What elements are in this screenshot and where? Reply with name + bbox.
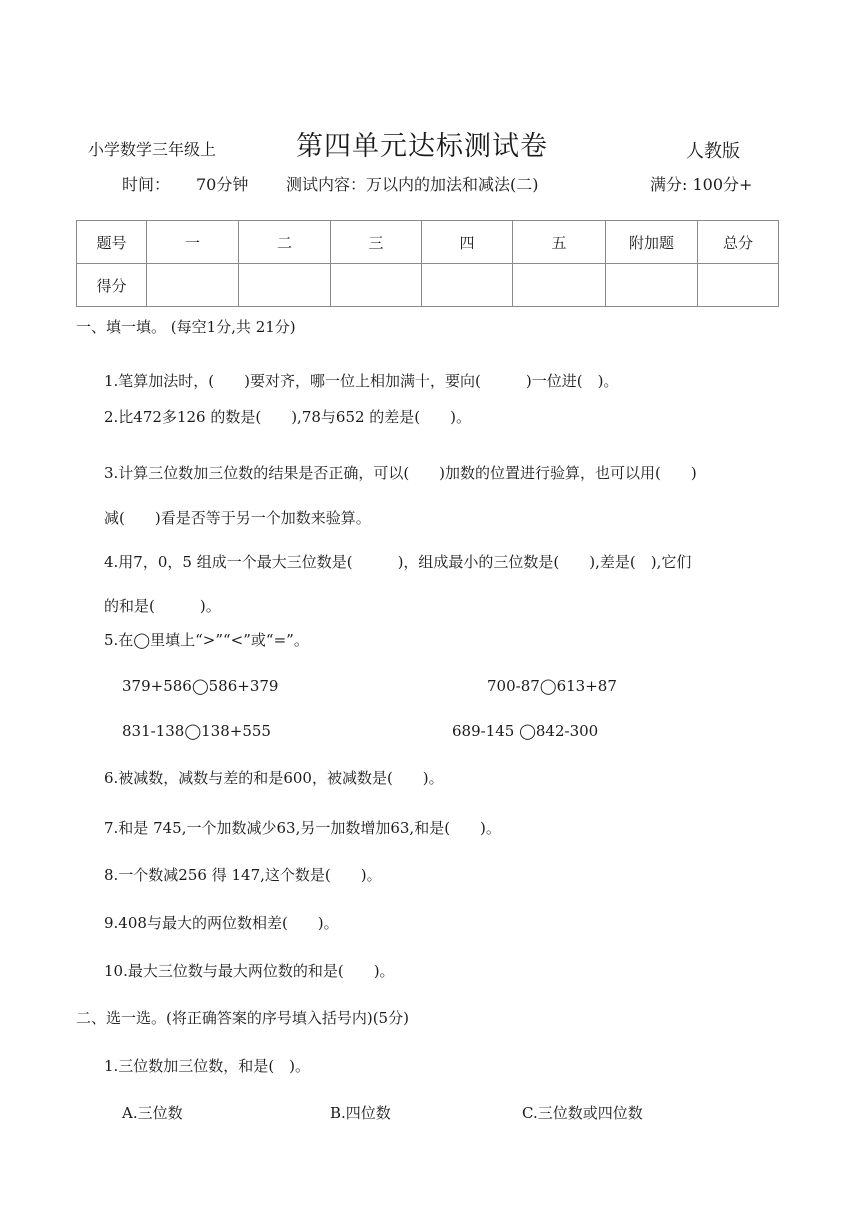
option-a: A.三位数 (122, 1104, 183, 1122)
time-label: 时间： (122, 175, 171, 194)
full-score: 满分: 100分+ (650, 175, 753, 194)
score-table-score-row (77, 264, 779, 307)
question-1-3-line2: 减( )看是否等于另一个加数来验算。 (104, 509, 371, 527)
table-row-label: 得分 (77, 264, 147, 307)
score-cell[interactable] (698, 264, 779, 307)
question-1-1: 1.笔算加法时，( )要对齐，哪一位上相加满十，要向( )一位进( )。 (104, 372, 619, 390)
score-cell[interactable] (147, 264, 239, 307)
score-cell[interactable] (239, 264, 331, 307)
score-cell[interactable] (513, 264, 606, 307)
compare-item: 831-138◯138+555 (122, 722, 271, 740)
compare-item: 700-87◯613+87 (487, 677, 617, 695)
question-1-2: 2.比472多126 的数是( ),78与652 的差是( )。 (104, 408, 472, 426)
question-1-4-line1: 4.用7，0，5 组成一个最大三位数是( )，组成最小的三位数是( ),差是( ),它们 (104, 553, 692, 571)
table-header-cell: 附加题 (606, 221, 698, 264)
time-value: 70分钟 (196, 175, 249, 194)
section-1-title: 一、填一填。 (每空1分,共 21分) (76, 318, 296, 336)
table-header-cell: 三 (331, 221, 422, 264)
question-2-1: 1.三位数加三位数，和是( )。 (104, 1057, 311, 1075)
compare-item: 379+586◯586+379 (122, 677, 279, 695)
score-table (76, 220, 779, 307)
grade-label: 小学数学三年级上 (88, 140, 217, 159)
question-1-6: 6.被减数，减数与差的和是600，被减数是( )。 (104, 769, 444, 787)
score-cell[interactable] (606, 264, 698, 307)
table-header-cell: 一 (147, 221, 239, 264)
table-header-cell: 四 (422, 221, 513, 264)
section-2-title: 二、选一选。(将正确答案的序号填入括号内)(5分) (76, 1009, 409, 1027)
question-1-3-line1: 3.计算三位数加三位数的结果是否正确，可以( )加数的位置进行验算，也可以用( ) (104, 464, 697, 482)
table-header-cell: 二 (239, 221, 331, 264)
table-header-cell: 总分 (698, 221, 779, 264)
question-1-7: 7.和是 745,一个加数减少63,另一加数增加63,和是( )。 (104, 819, 501, 837)
compare-item: 689-145 ◯842-300 (452, 722, 599, 740)
question-1-4-line2: 的和是( )。 (104, 597, 221, 615)
option-b: B.四位数 (330, 1104, 391, 1122)
question-1-10: 10.最大三位数与最大两位数的和是( )。 (104, 962, 395, 980)
question-1-5: 5.在◯里填上“>”“<”或“=”。 (104, 631, 309, 649)
question-1-9: 9.408与最大的两位数相差( )。 (104, 914, 339, 932)
test-content: 测试内容：万以内的加法和减法(二) (286, 175, 539, 194)
table-header-cell: 题号 (77, 221, 147, 264)
option-c: C.三位数或四位数 (522, 1104, 643, 1122)
score-table-header-row (77, 221, 779, 264)
score-cell[interactable] (422, 264, 513, 307)
page-title: 第四单元达标测试卷 (296, 131, 548, 162)
question-1-8: 8.一个数减256 得 147,这个数是( )。 (104, 866, 382, 884)
score-cell[interactable] (331, 264, 422, 307)
table-header-cell: 五 (513, 221, 606, 264)
edition-label: 人教版 (686, 141, 740, 162)
